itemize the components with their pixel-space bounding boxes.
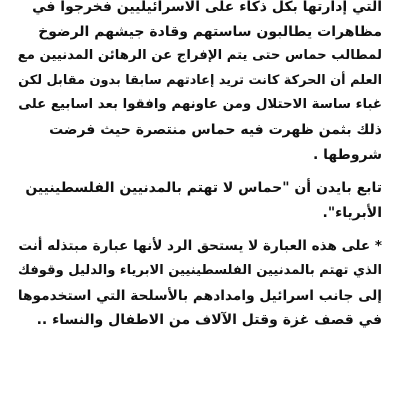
paragraph-spacer — [18, 167, 382, 176]
text-line: مظاهرات يطالبون ساستهم وقادة جيشهم الرضوخ — [38, 23, 382, 40]
text-line: العلم أن الحركة كانت تريد إعادتهم سابقا بدون مقابل لكن — [18, 72, 382, 88]
text-line: * على هذه العبارة لا يستحق الرد لأنها عبارة مبتذله أنت — [18, 238, 382, 255]
text-line: تابع بايدن أن "حماس لا تهتم بالمدنيين الفلسطينيين — [25, 180, 382, 197]
text-line: غباء ساسة الاحتلال ومن عاونهم وافقوا بعد اسابيع على — [18, 97, 382, 113]
text-line: الأبرياء". — [322, 204, 382, 221]
text-line: شروطها . — [312, 146, 382, 163]
text-line: التي إدارتها بكل ذكاء على الاسرائيليين فخرجوا في — [32, 0, 382, 15]
text-line: لمطالب حماس حتى يتم الإفراج عن الرهائن المدنيين مع — [17, 48, 382, 64]
text-line: في قصف غزة وقتل الآلاف من الاطفال والنساء .. — [36, 312, 382, 329]
text-line: ذلك بثمن ظهرت فيه حماس منتصرة حيث فرضت — [49, 121, 382, 138]
paragraph-spacer — [18, 225, 382, 234]
paragraph-1 — [18, 0, 382, 167]
paragraph-3 — [18, 234, 382, 332]
text-line: الذي تهتم بالمدنيين الفلسطينيين الابرياء والدليل وقوفك — [18, 262, 382, 278]
paragraph-2 — [18, 176, 382, 225]
text-line: إلى جانب اسرائيل وامدادهم بالأسلحة التي استخدموها — [17, 287, 382, 304]
